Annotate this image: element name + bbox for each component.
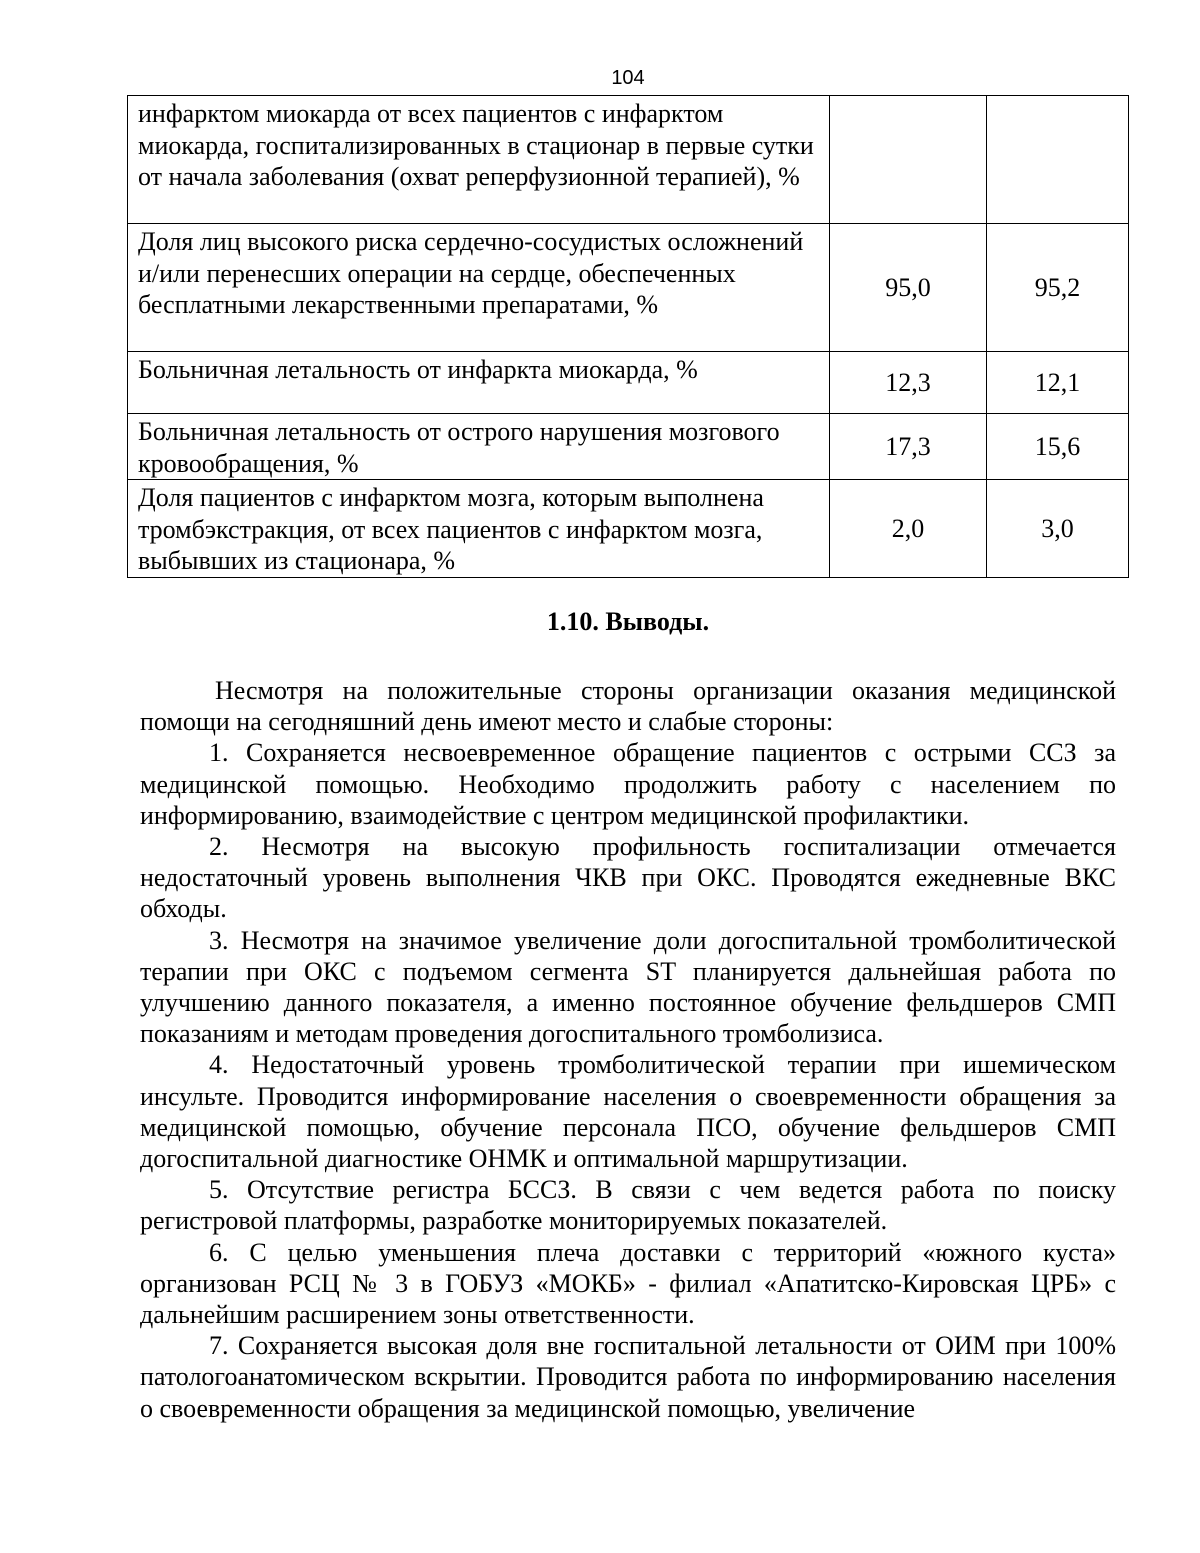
row-label: Доля пациентов с инфарктом мозга, которым выполнена тромбэкстракция, от всех пациентов с инфарктом мозга, выбывших из стационара, %: [128, 480, 830, 578]
intro-paragraph: Несмотря на положительные стороны организации оказания медицинской помощи на сегодняшний день имеют место и слабые стороны:: [140, 676, 1116, 737]
value-cell-2: [987, 96, 1129, 224]
value-cell-1: [830, 96, 987, 224]
row-label: инфарктом миокарда от всех пациентов с инфарктом миокарда, госпитализированных в стационар в первые сутки от начала заболевания (охват реперфузионной терапией), %: [128, 96, 830, 224]
conclusion-item: 3. Несмотря на значимое увеличение доли догоспитальной тромболитической терапии при ОКС с подъемом сегмента ST планируется дальнейшая работа по улучшению данного показателя, а именно постоянное обучение фельдшеров СМП показаниям и методам проведения догоспитального тромболизиса.: [140, 925, 1116, 1049]
page-number: 104: [611, 67, 645, 89]
table-row: [128, 224, 1129, 352]
conclusion-item: 2. Несмотря на высокую профильность госпитализации отмечается недостаточный уровень выполнения ЧКВ при ОКС. Проводятся ежедневные ВКС обходы.: [140, 832, 1116, 924]
table-row: [128, 480, 1129, 578]
row-label: Больничная летальность от острого нарушения мозгового кровообращения, %: [128, 414, 830, 480]
row-label: Больничная летальность от инфаркта миокарда, %: [128, 352, 830, 414]
conclusion-item: 1. Сохраняется несвоевременное обращение пациентов с острыми ССЗ за медицинской помощью. Необходимо продолжить работу с населением по информированию, взаимодействие с центром медицинской профилактики.: [140, 738, 1116, 830]
conclusion-item: 4. Недостаточный уровень тромболитической терапии при ишемическом инсульте. Проводится информирование населения о своевременности обращения за медицинской помощью, обучение персонала ПСО, обучение фельдшеров СМП догоспитальной диагностике ОНМК и оптимальной маршрутизации.: [140, 1050, 1116, 1174]
value-cell-2: 95,2: [987, 224, 1129, 352]
section-title: 1.10. Выводы.: [546, 607, 710, 636]
row-label: Доля лиц высокого риска сердечно-сосудистых осложнений и/или перенесших операции на сердце, обеспеченных бесплатными лекарственными препаратами, %: [128, 224, 830, 352]
value-cell-1: 2,0: [830, 480, 987, 578]
value-cell-2: 15,6: [987, 414, 1129, 480]
value-cell-1: 95,0: [830, 224, 987, 352]
table-row: [128, 96, 1129, 224]
conclusion-item: 6. С целью уменьшения плеча доставки с территорий «южного куста» организован РСЦ № 3 в ГОБУЗ «МОКБ» - филиал «Апатитско-Кировская ЦРБ» с дальнейшим расширением зоны ответственности.: [140, 1237, 1116, 1330]
value-cell-1: 17,3: [830, 414, 987, 480]
conclusion-item: 7. Сохраняется высокая доля вне госпитальной летальности от ОИМ при 100% патологоанатомическом вскрытии. Проводится работа по информированию населения о своевременности обращения за медицинской помощью, увеличение: [140, 1331, 1116, 1423]
indicators-table: [127, 95, 1129, 578]
value-cell-1: 12,3: [830, 352, 987, 414]
value-cell-2: 3,0: [987, 480, 1129, 578]
value-cell-2: 12,1: [987, 352, 1129, 414]
table-row: [128, 352, 1129, 414]
conclusions-text: [140, 675, 1116, 1424]
conclusion-item: 5. Отсутствие регистра БССЗ. В связи с чем ведется работа по поиску регистровой платформы, разработке мониторируемых показателей.: [140, 1175, 1116, 1236]
table-row: [128, 414, 1129, 480]
